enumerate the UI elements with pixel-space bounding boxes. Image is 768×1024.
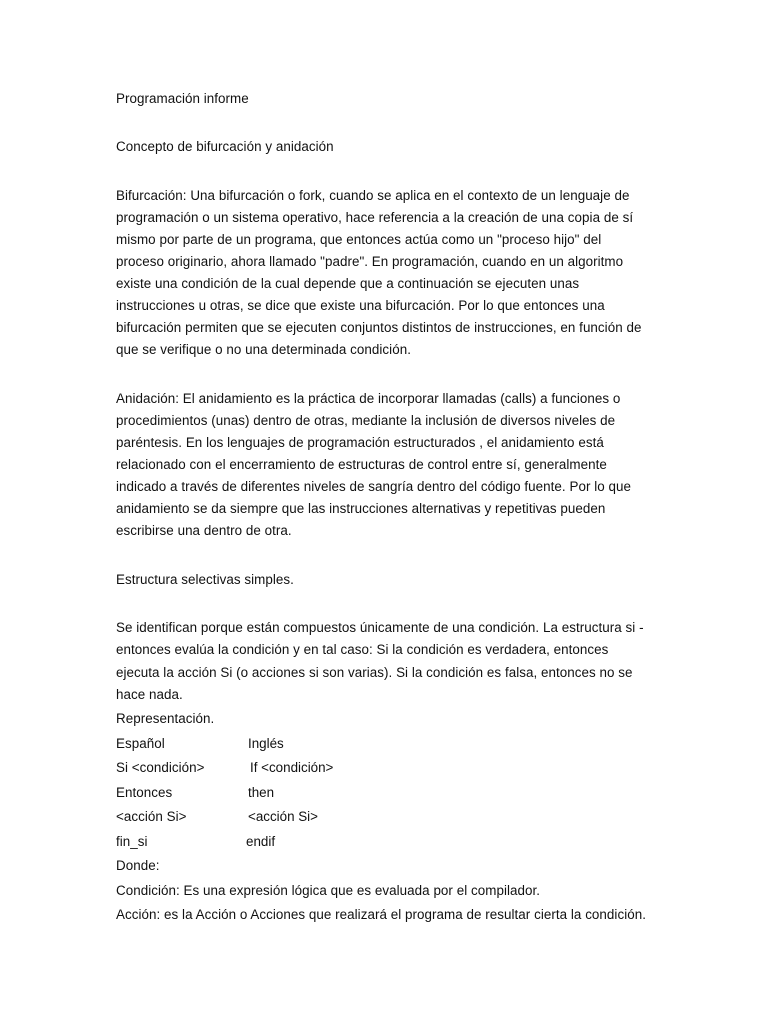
table-cell-spanish: fin_si: [116, 834, 148, 849]
paragraph-line: paréntesis. En los lenguajes de programación estructurados , el anidamiento está: [116, 435, 604, 450]
table-cell-english: endif: [246, 834, 276, 849]
paragraph-line: escribirse una dentro de otra.: [116, 523, 292, 538]
paragraph-line: procedimientos (unas) dentro de otras, mediante la inclusión de diversos niveles de: [116, 413, 616, 428]
paragraph-line: mismo por parte de un programa, que entonces actúa como un "proceso hijo" del: [116, 232, 602, 247]
donde-label: Donde:: [116, 858, 160, 873]
paragraph-line: entonces evalúa la condición y en tal caso: Si la condición es verdadera, entonces: [116, 642, 609, 657]
paragraph-line: anidamiento se da siempre que las instrucciones alternativas y repetitivas pueden: [116, 501, 606, 516]
table-cell-english: then: [248, 785, 275, 800]
paragraph-line: programación o un sistema operativo, hace referencia a la creación de una copia de sí: [116, 210, 634, 225]
table-cell-english: <acción Si>: [248, 809, 318, 824]
paragraph-line: proceso originario, ahora llamado "padre". En programación, cuando en un algoritmo: [116, 254, 624, 269]
paragraph-line: ejecuta la acción Si (o acciones si son varias). Si la condición es falsa, entonces no se: [116, 665, 633, 680]
representacion-label: Representación.: [116, 711, 215, 726]
table-cell-english: If <condición>: [250, 760, 334, 775]
document-title: Programación informe: [116, 91, 249, 106]
paragraph-line: bifurcación permiten que se ejecuten conjuntos distintos de instrucciones, en función de: [116, 320, 642, 335]
paragraph-line: indicado a través de diferentes niveles de sangría dentro del código fuente. Por lo que: [116, 479, 632, 494]
paragraph-line: relacionado con el encerramiento de estructuras de control entre sí, generalmente: [116, 457, 607, 472]
table-cell-spanish: Español: [116, 736, 165, 751]
table-cell-english: Inglés: [248, 736, 284, 751]
paragraph-line: Se identifican porque están compuestos únicamente de una condición. La estructura si -: [116, 620, 644, 635]
table-cell-spanish: Entonces: [116, 785, 173, 800]
table-cell-spanish: <acción Si>: [116, 809, 187, 824]
definition-condicion: Condición: Es una expresión lógica que es evaluada por el compilador.: [116, 883, 541, 898]
paragraph-line: instrucciones u otras, se dice que existe una bifurcación. Por lo que entonces una: [116, 298, 605, 313]
paragraph-line: hace nada.: [116, 687, 183, 702]
paragraph-line: que se verifique o no una determinada condición.: [116, 342, 411, 357]
section-title-estructura: Estructura selectivas simples.: [116, 572, 294, 587]
section-title-bifurcacion-anidacion: Concepto de bifurcación y anidación: [116, 139, 334, 154]
definition-accion: Acción: es la Acción o Acciones que realizará el programa de resultar cierta la condición.: [116, 907, 646, 922]
paragraph-line: existe una condición de la cual depende que a continuación se ejecuten unas: [116, 276, 580, 291]
table-cell-spanish: Si <condición>: [116, 760, 205, 775]
paragraph-line: Anidación: El anidamiento es la práctica de incorporar llamadas (calls) a funciones o: [116, 391, 621, 406]
paragraph-line: Bifurcación: Una bifurcación o fork, cuando se aplica en el contexto de un lenguaje de: [116, 188, 630, 203]
